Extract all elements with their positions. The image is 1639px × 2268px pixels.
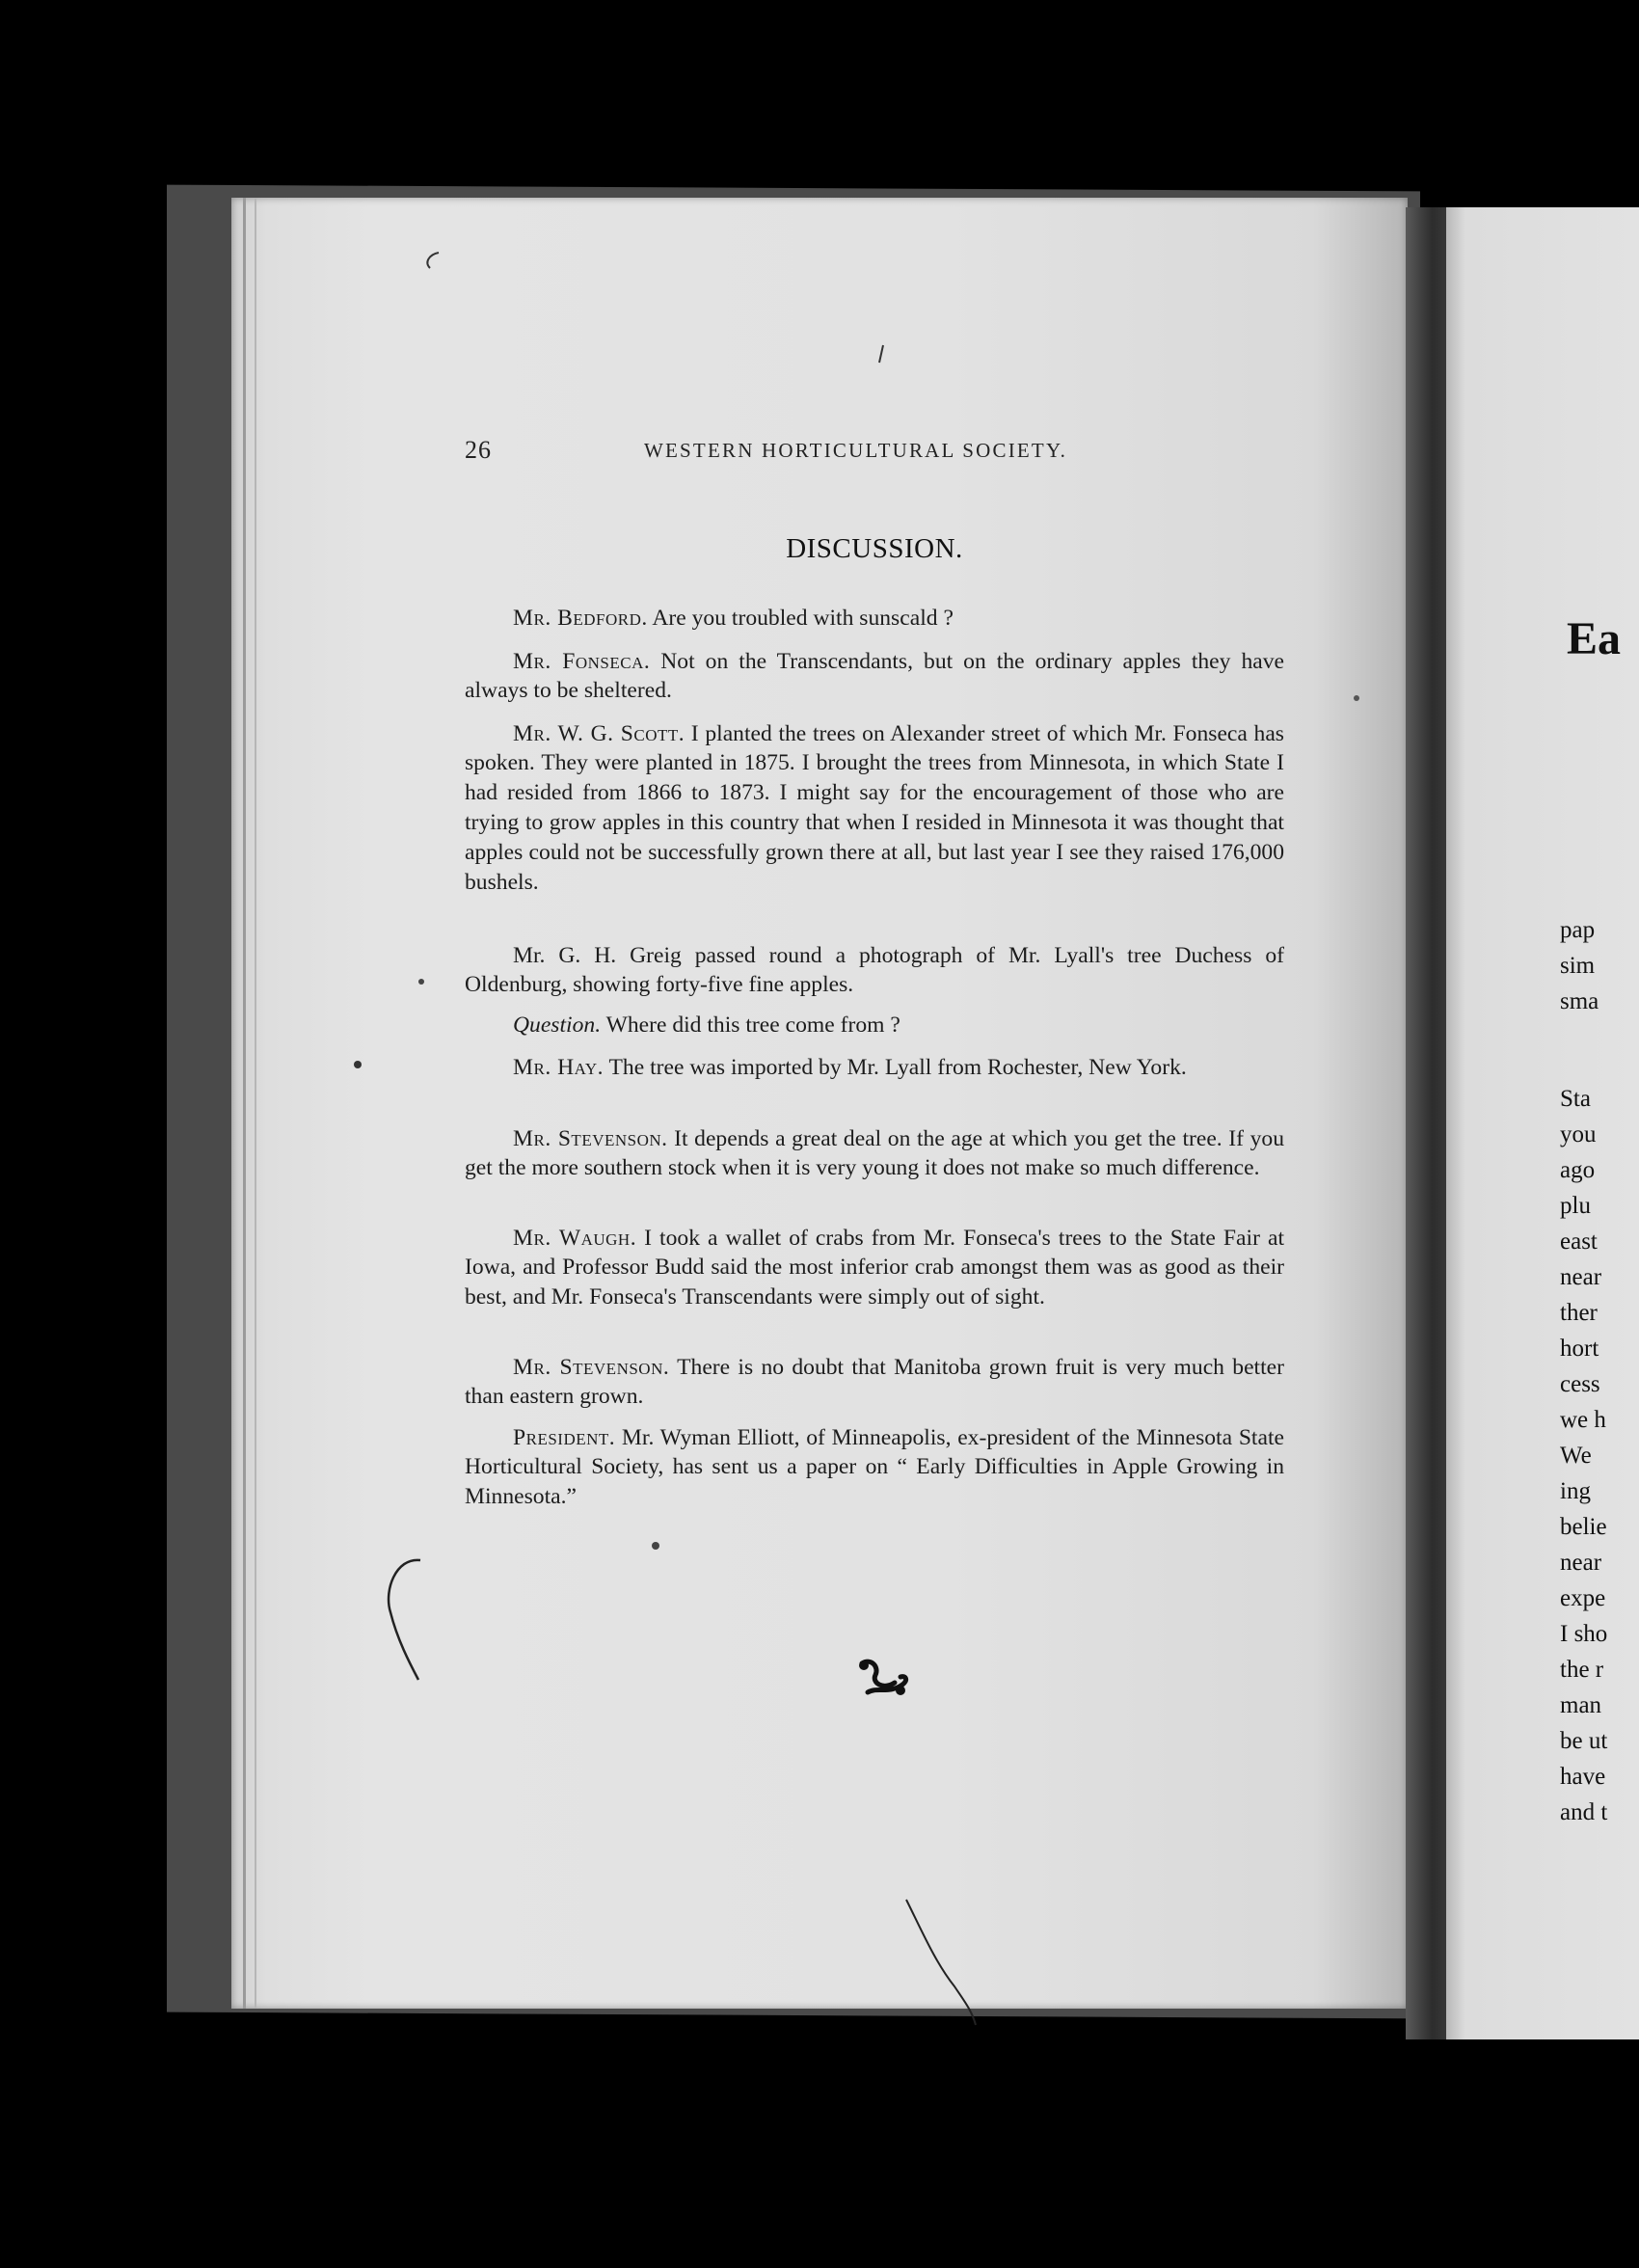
speaker-name: Mr. Hay. <box>513 1054 605 1080</box>
paragraph-text: There is no doubt that Manitoba grown fruit is very much better than eastern grown. <box>465 1354 1284 1410</box>
speaker-name: Mr. Stevenson. <box>513 1125 668 1151</box>
right-line: Sta <box>1560 1086 1591 1112</box>
paragraph-president <box>465 1423 1284 1512</box>
right-line: ther <box>1560 1300 1598 1326</box>
left-page <box>231 198 1408 2009</box>
speaker-name: President. <box>513 1424 616 1450</box>
paragraph-text: Are you troubled with sunscald ? <box>647 605 954 631</box>
speaker-name: Mr. Bedford. <box>513 605 648 631</box>
right-line: ing <box>1560 1478 1591 1504</box>
paragraph-text: Mr. Wyman Elliott, of Minneapolis, ex-president of the Minnesota State Horticultural Society, has sent us a paper on “ Early Difficulties in Apple Growing in Minnesota.” <box>465 1424 1284 1510</box>
section-heading: DISCUSSION. <box>786 533 963 564</box>
right-line: ago <box>1560 1157 1596 1183</box>
paragraph-hay <box>465 1053 1284 1083</box>
paragraph-text: Mr. G. H. Greig passed round a photograph of Mr. Lyall's tree Duchess of Oldenburg, showing forty-five fine apples. <box>465 942 1284 998</box>
paragraph-bedford <box>465 604 1284 634</box>
right-line: be ut <box>1560 1728 1608 1754</box>
paragraph-fonseca <box>465 647 1284 707</box>
paragraph-text: Where did this tree come from ? <box>601 1012 900 1038</box>
right-line: the r <box>1560 1657 1604 1683</box>
speaker-name: Mr. W. G. Scott. <box>513 720 685 746</box>
right-line: and t <box>1560 1799 1608 1825</box>
paragraph-text: The tree was imported by Mr. Lyall from Rochester, New York. <box>604 1054 1187 1080</box>
page-number: 26 <box>465 436 492 464</box>
paragraph-stevenson-2 <box>465 1353 1284 1413</box>
paragraph-text: I took a wallet of crabs from Mr. Fonseca's trees to the State Fair at Iowa, and Professor Budd said the most inferior crab amongst them was as good as their best, and Mr. Fonseca's Transcendants were simply out of sight. <box>465 1225 1284 1310</box>
paragraph-text: It depends a great deal on the age at which you get the tree. If you get the more southern stock when it is very young it does not make so much difference. <box>465 1125 1285 1181</box>
speaker-name: Mr. Stevenson. <box>513 1354 670 1380</box>
right-line: belie <box>1560 1514 1607 1540</box>
right-line: man <box>1560 1692 1602 1718</box>
paragraph-stevenson-1 <box>465 1124 1284 1184</box>
right-line: near <box>1560 1264 1602 1290</box>
book-gutter <box>1406 207 1450 2039</box>
right-line: We <box>1560 1443 1592 1469</box>
right-page-heading-fragment: Ea <box>1567 613 1622 664</box>
paragraph-text: Not on the Transcendants, but on the ordinary apples they have always to be sheltered. <box>465 648 1284 704</box>
right-line: I sho <box>1560 1621 1608 1647</box>
right-line: cess <box>1560 1371 1600 1397</box>
paragraph-waugh <box>465 1224 1284 1312</box>
paragraph-text: I planted the trees on Alexander street of which Mr. Fonseca has spoken. They were planted in 1875. I brought the trees from Minnesota, in which State I had resided from 1866 to 1873. I might say for the encouragement of those who are trying to grow apples in this country that when I resided in Minnesota it was thought that apples could not be successfully grown there at all, but last year I see they raised 176,000 bushels. <box>465 720 1284 895</box>
right-line: east <box>1560 1228 1598 1255</box>
right-line: you <box>1560 1121 1597 1148</box>
speaker-name: Question. <box>513 1012 602 1038</box>
right-line: sma <box>1560 988 1599 1014</box>
running-head-title: WESTERN HORTICULTURAL SOCIETY. <box>644 439 1068 462</box>
paragraph-question <box>465 1011 1284 1040</box>
right-line: plu <box>1560 1193 1591 1219</box>
right-line: pap <box>1560 917 1596 943</box>
right-line: near <box>1560 1550 1602 1576</box>
paragraph-greig <box>465 941 1284 1001</box>
right-line: hort <box>1560 1336 1599 1362</box>
paragraph-scott <box>465 719 1284 898</box>
right-page-text-fragments <box>1560 912 1618 1830</box>
right-line: sim <box>1560 953 1596 979</box>
right-line: we h <box>1560 1407 1606 1433</box>
speaker-name: Mr. Fonseca. <box>513 648 651 674</box>
printer-ornament <box>854 1654 912 1702</box>
right-line: have <box>1560 1764 1606 1790</box>
right-line: expe <box>1560 1585 1606 1611</box>
speaker-name: Mr. Waugh. <box>513 1225 637 1251</box>
right-line-gap <box>1560 1019 1618 1081</box>
